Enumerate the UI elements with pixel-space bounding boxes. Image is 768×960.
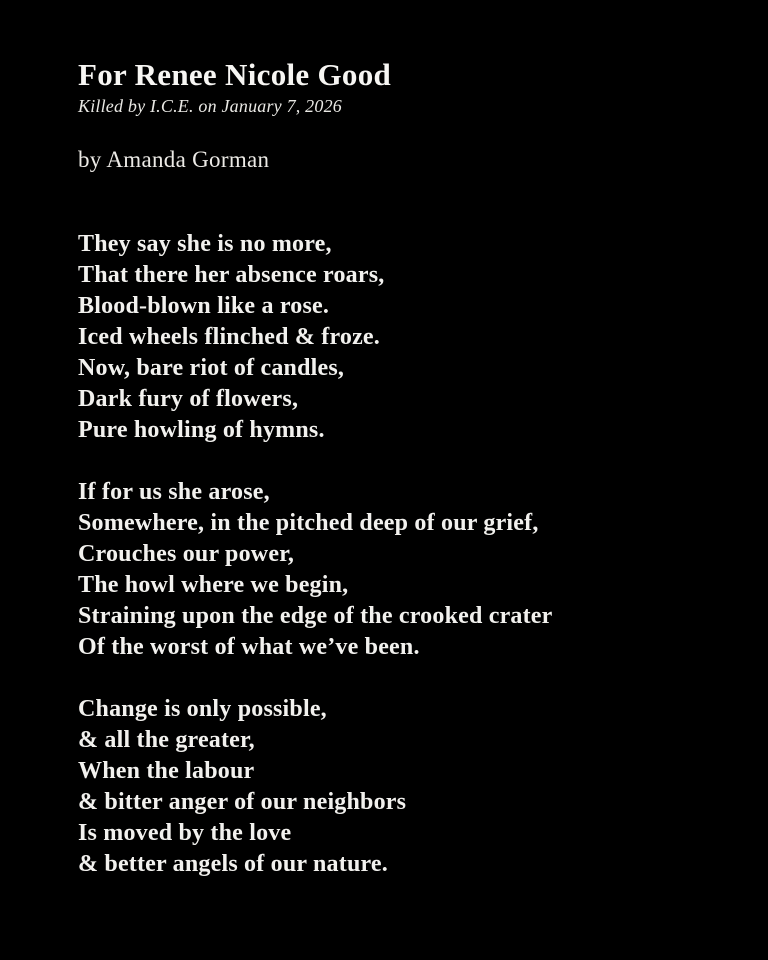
poem-line: Pure howling of hymns.	[78, 417, 325, 444]
poem-line: They say she is no more,	[78, 231, 332, 258]
poem-body	[78, 229, 728, 880]
poem-line: & better angels of our nature.	[78, 851, 388, 878]
poem-dedication: Killed by I.C.E. on January 7, 2026	[78, 96, 342, 117]
stanza	[78, 477, 728, 663]
poem-line: Blood-blown like a rose.	[78, 293, 330, 320]
poem-line: Now, bare riot of candles,	[78, 355, 345, 382]
poem-line: & bitter anger of our neighbors	[78, 789, 407, 816]
poem-line: If for us she arose,	[78, 479, 270, 506]
poem-line: Straining upon the edge of the crooked crater	[78, 603, 553, 630]
poem-line: Is moved by the love	[78, 820, 292, 847]
poem-line: That there her absence roars,	[78, 262, 385, 289]
poem-line: Of the worst of what we’ve been.	[78, 634, 420, 661]
poem-title: For Renee Nicole Good	[78, 57, 392, 92]
stanza	[78, 229, 728, 446]
poem-line: When the labour	[78, 758, 255, 785]
poem-line: Dark fury of flowers,	[78, 386, 299, 413]
poem-line: & all the greater,	[78, 727, 255, 754]
poem-byline: by Amanda Gorman	[78, 147, 270, 173]
poem-line: The howl where we begin,	[78, 572, 349, 599]
poem-line: Somewhere, in the pitched deep of our grief,	[78, 510, 539, 537]
poem-line: Crouches our power,	[78, 541, 295, 568]
poem-line: Change is only possible,	[78, 696, 327, 723]
poem-line: Iced wheels flinched & froze.	[78, 324, 380, 351]
stanza	[78, 694, 728, 880]
